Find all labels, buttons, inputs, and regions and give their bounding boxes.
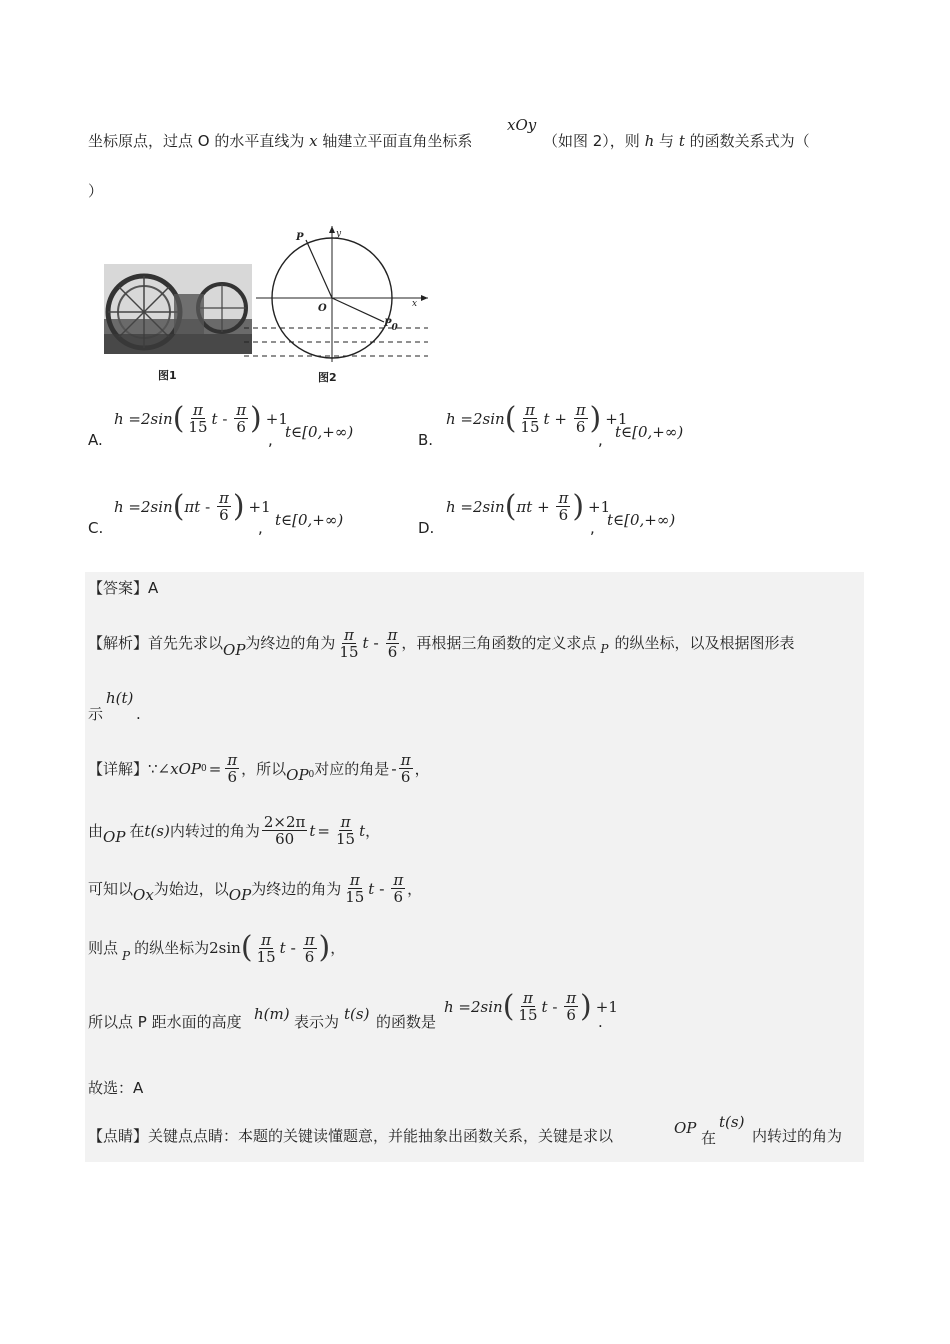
detail-line-2: 由 OP 在 t(s) 内转过的角为 $\frac{2\times 2\pi}{60}$ t = $\frac{\pi}{15}$ t ， [88, 813, 381, 848]
x-axis-symbol: x [309, 132, 318, 150]
detail-line-5: 所以点 P 距水面的高度 [88, 1013, 242, 1031]
label-y: y [336, 229, 342, 239]
t-of-s: t(s) [344, 1005, 370, 1023]
detail-line-1: 【详解】∵ ∠xOP 0 = $\frac{\pi}{6}$ ，所以 OP 0 对应的角是 - $\frac{\pi}{6}$ ， [88, 751, 430, 786]
detail-line-5b: 表示为 [294, 1013, 340, 1031]
answer-box [85, 572, 864, 1162]
option-c-domain: t∈[0,+∞) [275, 511, 344, 529]
note-t-s: t(s) [719, 1113, 745, 1131]
label-O: O [318, 303, 327, 314]
option-d-domain: t∈[0,+∞) [607, 511, 676, 529]
note-mid: 在 [701, 1129, 717, 1147]
analysis-period: . [136, 705, 141, 723]
detail-line-5c: 的函数是 [376, 1013, 437, 1031]
final-period: . [598, 1013, 603, 1031]
label-x: x [412, 299, 418, 309]
h-of-m: h(m) [254, 1005, 290, 1023]
detail-line-3: 可知以 Ox 为始边，以 OP 为终边的角为 $\frac{\pi}{15}$ t - $\frac{\pi}{6}$ ， [88, 871, 423, 906]
option-b-domain: t∈[0,+∞) [615, 423, 684, 441]
figure-2 [238, 222, 438, 364]
label-P: P [296, 232, 304, 243]
option-d-comma: , [590, 519, 595, 537]
option-c-comma: , [258, 519, 263, 537]
option-b-formula: h =2sin ( $\frac{\pi}{15}$ t + $\frac{\pi}{6}$ ) +1 [446, 400, 628, 436]
t-symbol: t [678, 132, 685, 150]
note-post: 内转过的角为 [752, 1127, 843, 1145]
label-P0: P0 [384, 318, 398, 333]
water-wheel-photo [104, 264, 252, 354]
note-line: 【点睛】关键点点睛：本题的关键读懂题意，并能抽象出函数关系，关键是求以 [88, 1127, 614, 1145]
question-text-2: 轴建立平面直角坐标系 [322, 132, 473, 150]
conclusion: 故选：A [88, 1079, 144, 1097]
question-line-1b [543, 131, 810, 151]
option-b-letter: B. [418, 431, 434, 449]
option-a-comma: , [268, 431, 273, 449]
note-OP: OP [674, 1119, 697, 1137]
question-text-1: 坐标原点，过点 O 的水平直线为 [88, 132, 305, 150]
option-b-comma: , [598, 431, 603, 449]
option-c-formula: h =2sin ( πt - $\frac{\pi}{6}$ ) +1 [114, 488, 271, 524]
h-symbol: h [644, 132, 655, 150]
option-c-letter: C. [88, 519, 104, 537]
answer-label: 【答案】A [88, 579, 159, 597]
figure-1 [104, 264, 252, 354]
figure-2-caption: 图2 [318, 371, 337, 384]
question-text-3: （如图 2），则 [543, 132, 640, 150]
analysis-line-2: 示 [88, 705, 104, 723]
option-a-domain: t∈[0,+∞) [285, 423, 354, 441]
analysis-line: 【解析】首先先求以 OP 为终边的角为 $\frac{\pi}{15}$ t - $\frac{\pi}{6}$ ，再根据三角函数的定义求点 P 的纵坐标，以及根据图形表 [88, 625, 795, 661]
figure-1-caption: 图1 [158, 369, 177, 382]
option-a-letter: A. [88, 431, 103, 449]
question-text-4: 与 [659, 132, 675, 150]
question-text-5: 的函数关系式为（ [689, 132, 810, 150]
option-d-letter: D. [418, 519, 435, 537]
option-a-formula: h =2sin ( $\frac{\pi}{15}$ t - $\frac{\pi}{6}$ ) +1 [114, 400, 288, 436]
final-formula: h =2sin ( $\frac{\pi}{15}$ t - $\frac{\pi}{6}$ ) +1 [444, 988, 618, 1024]
detail-line-4: 则点 P 的纵坐标为 2sin ( $\frac{\pi}{15}$ t - $\frac{\pi}{6}$ ) ， [88, 930, 346, 966]
h-of-t: h(t) [106, 689, 134, 707]
question-line-2: ） [88, 182, 104, 200]
xoy-symbol: xOy [507, 116, 537, 134]
question-line-1 [88, 131, 472, 151]
option-d-formula: h =2sin ( πt + $\frac{\pi}{6}$ ) +1 [446, 488, 611, 524]
